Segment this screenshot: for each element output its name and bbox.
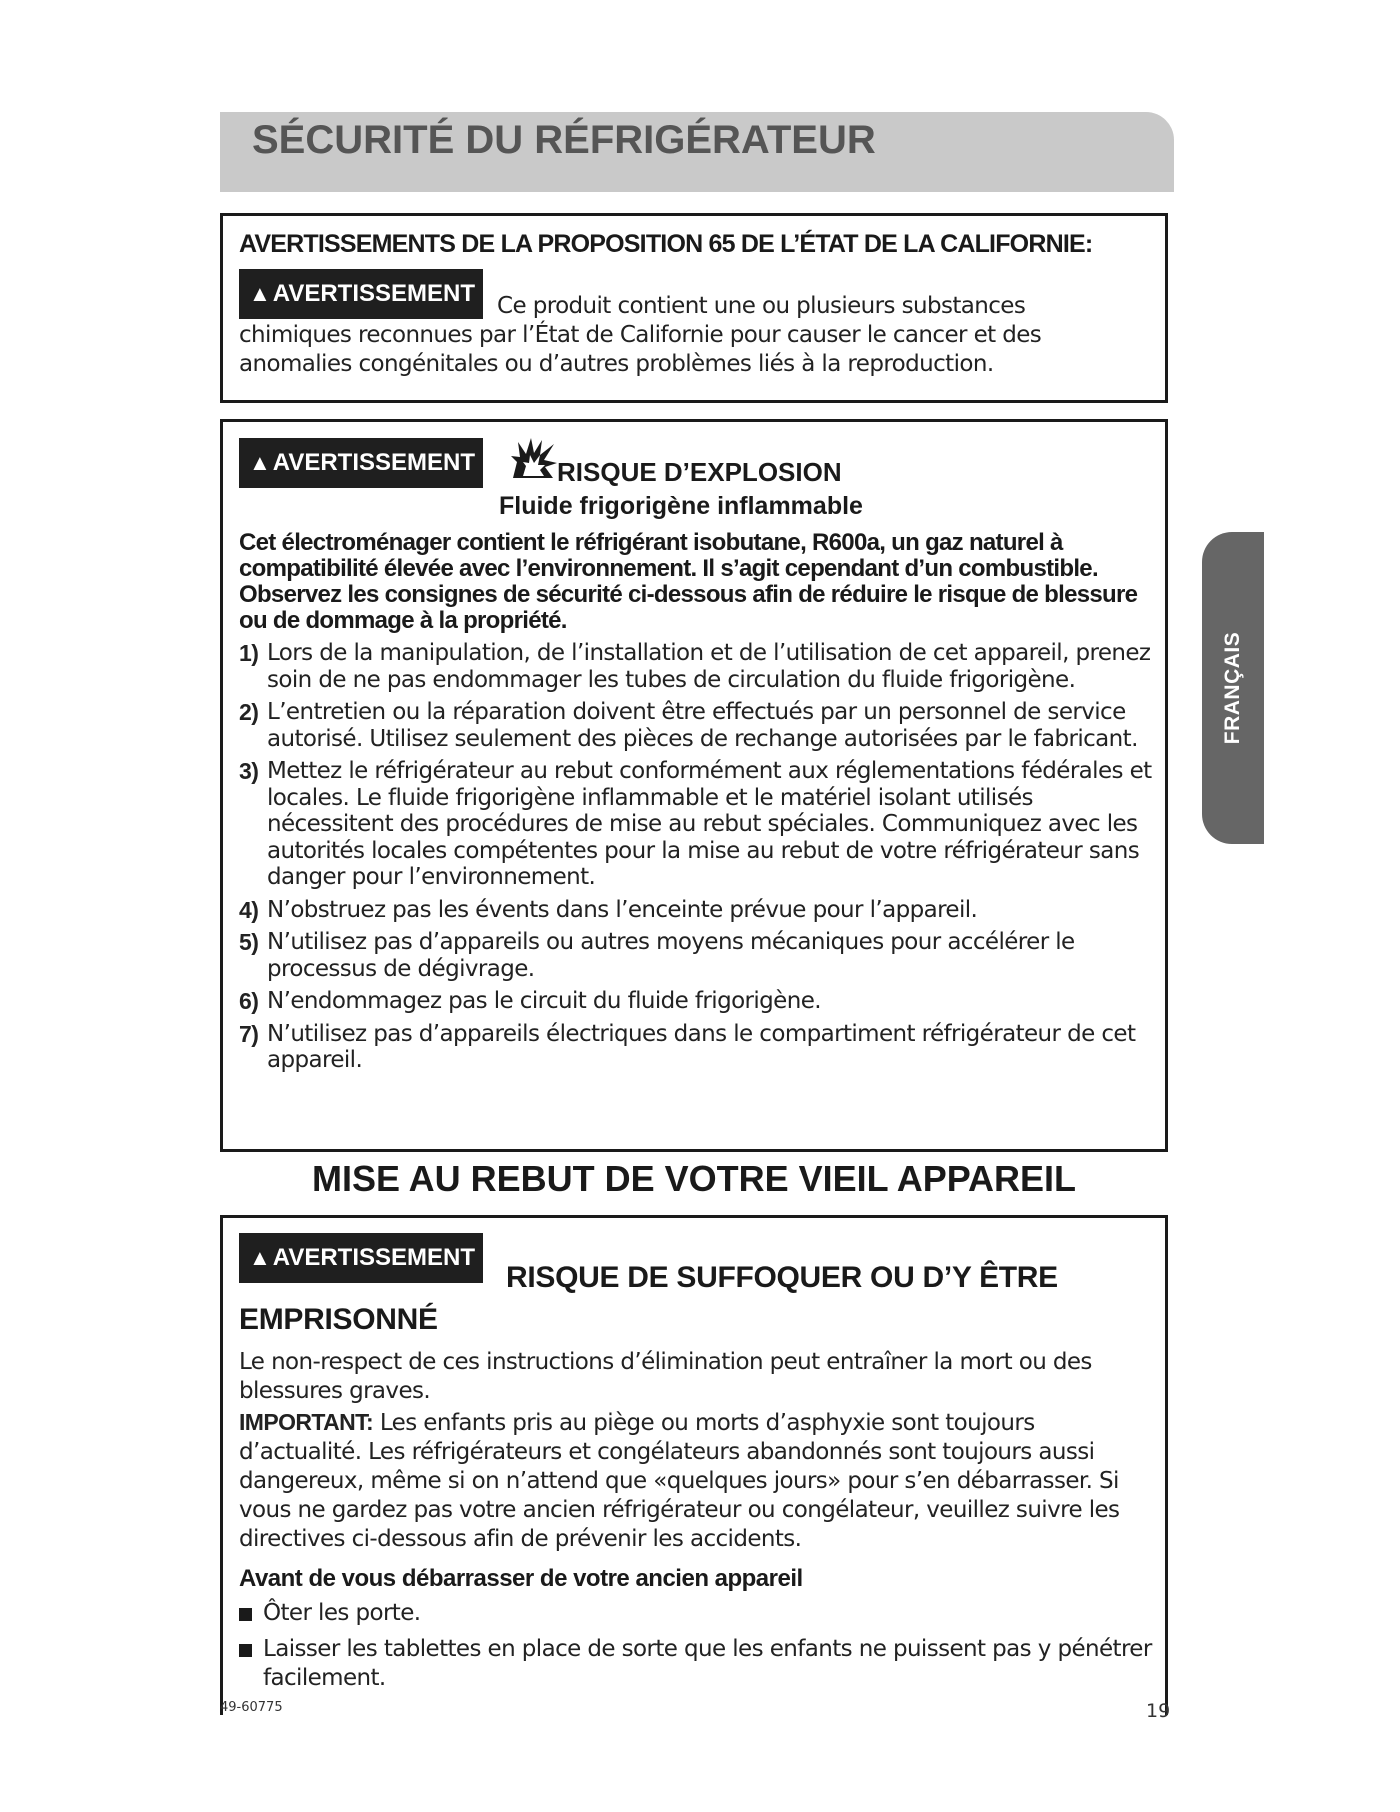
list-item-number: 1) [239, 640, 259, 666]
warning-triangle-icon: ▲ [249, 450, 271, 475]
list-item [239, 1635, 1159, 1693]
list-item-text: N’endommagez pas le circuit du fluide frigorigène. [267, 988, 821, 1014]
list-item-number: 2) [239, 699, 259, 725]
explosion-list [239, 640, 1159, 1080]
prop65-warning-box [220, 213, 1168, 403]
list-item-number: 4) [239, 896, 259, 923]
list-item [239, 988, 1159, 1015]
important-label: IMPORTANT: [239, 1409, 374, 1435]
disposal-warning-box [220, 1215, 1168, 1715]
explosion-intro: Cet électroménager contient le réfrigérant isobutane, R600a, un gaz naturel à compatibilité élevée avec l’environnement. Il s’agit cependant d’un combustible. Observez les consignes de sécurité ci-dessous afin de réduire le risque de blessure ou de dommage à la propriété. [239, 529, 1138, 634]
bullet-square-icon [239, 1608, 252, 1621]
disposal-section-title: MISE AU REBUT DE VOTRE VIEIL APPAREIL [311, 1158, 1077, 1199]
warning-triangle-icon: ▲ [249, 1245, 271, 1270]
list-item-text: L’entretien ou la réparation doivent être effectués par un personnel de service autorisé. Utilisez seulement des pièces de rechange autorisées par le fabricant. [267, 699, 1138, 752]
explosion-warning-box [220, 419, 1168, 1152]
list-item-text: Ôter les porte. [263, 1600, 421, 1626]
list-item [239, 1021, 1159, 1074]
header-band [220, 112, 1174, 192]
list-item-number: 3) [239, 758, 259, 784]
list-item-text: N’utilisez pas d’appareils électriques dans le compartiment réfrigérateur de cet appareil. [267, 1020, 1136, 1073]
list-item-text: N’utilisez pas d’appareils ou autres moyens mécaniques pour accélérer le processus de dégivrage. [267, 929, 1075, 982]
explosion-icon [509, 436, 559, 480]
list-item [239, 699, 1159, 752]
important-paragraph [239, 1408, 1159, 1554]
list-item-number: 6) [239, 988, 259, 1014]
prop65-text: Ce produit contient une ou plusieurs substances chimiques reconnues par l’État de Californie pour causer le cancer et des anomalies congénitales ou d’autres problèmes liés à la reproduction. [239, 293, 1042, 377]
list-item-text: N’obstruez pas les évents dans l’enceinte prévue pour l’appareil. [267, 896, 978, 923]
list-item [239, 929, 1159, 982]
list-item [239, 1599, 1159, 1628]
warning-badge-label: AVERTISSEMENT [272, 280, 476, 307]
important-text: Les enfants pris au piège ou morts d’asphyxie sont toujours d’actualité. Les réfrigérateurs et congélateurs abandonnés sont toujours aussi dangereux, même si on n’attend que «quelques jours» pour s’en débarrasser. Si vous ne gardez pas votre ancien réfrigérateur ou congélateur, veuillez suivre les directives ci-dessous afin de prévenir les accidents. [239, 1410, 1120, 1552]
disposal-subheading: Avant de vous débarrasser de votre ancien appareil [239, 1565, 803, 1592]
list-item [239, 640, 1159, 693]
page-title: SÉCURITÉ DU RÉFRIGÉRATEUR [252, 118, 876, 162]
disposal-bullets [239, 1599, 1159, 1700]
warning-badge-label: AVERTISSEMENT [272, 449, 476, 476]
list-item [239, 897, 1159, 924]
language-tab-label: FRANÇAIS [1221, 631, 1244, 745]
explosion-risk-title: RISQUE D’EXPLOSION [557, 457, 842, 487]
list-item [239, 758, 1159, 891]
warning-triangle-icon: ▲ [249, 281, 271, 306]
warning-badge-label: AVERTISSEMENT [272, 1244, 476, 1271]
list-item-number: 7) [239, 1020, 259, 1047]
list-item-text: Laisser les tablettes en place de sorte que les enfants ne puissent pas y pénétrer facilement. [263, 1636, 1152, 1691]
document-code: 49-60775 [220, 1700, 283, 1715]
bullet-square-icon [239, 1644, 252, 1657]
language-tab[interactable] [1202, 532, 1264, 844]
list-item-number: 5) [239, 929, 259, 955]
disposal-consequence-text: Le non-respect de ces instructions d’élimination peut entraîner la mort ou des blessures graves. [239, 1349, 1092, 1404]
list-item-text: Lors de la manipulation, de l’installation et de l’utilisation de cet appareil, prenez soin de ne pas endommager les tubes de circulation du fluide frigorigène. [267, 640, 1151, 693]
prop65-title: AVERTISSEMENTS DE LA PROPOSITION 65 DE L’ÉTAT DE LA CALIFORNIE: [239, 230, 1093, 258]
page-number: 19 [1146, 1700, 1171, 1722]
warning-badge [239, 438, 483, 488]
suffocation-risk-title: RISQUE DE SUFFOQUER OU D’Y ÊTRE EMPRISONNÉ [239, 1261, 1058, 1336]
explosion-subtitle: Fluide frigorigène inflammable [499, 492, 863, 520]
list-item-text: Mettez le réfrigérateur au rebut conformément aux réglementations fédérales et locales. Le fluide frigorigène inflammable et le matériel isolant utilisés nécessitent des procédures de mise au rebut spéciales. Communiquez avec les autorités locales compétentes pour la mise au rebut de votre réfrigérateur sans danger pour l’environnement. [267, 758, 1152, 890]
